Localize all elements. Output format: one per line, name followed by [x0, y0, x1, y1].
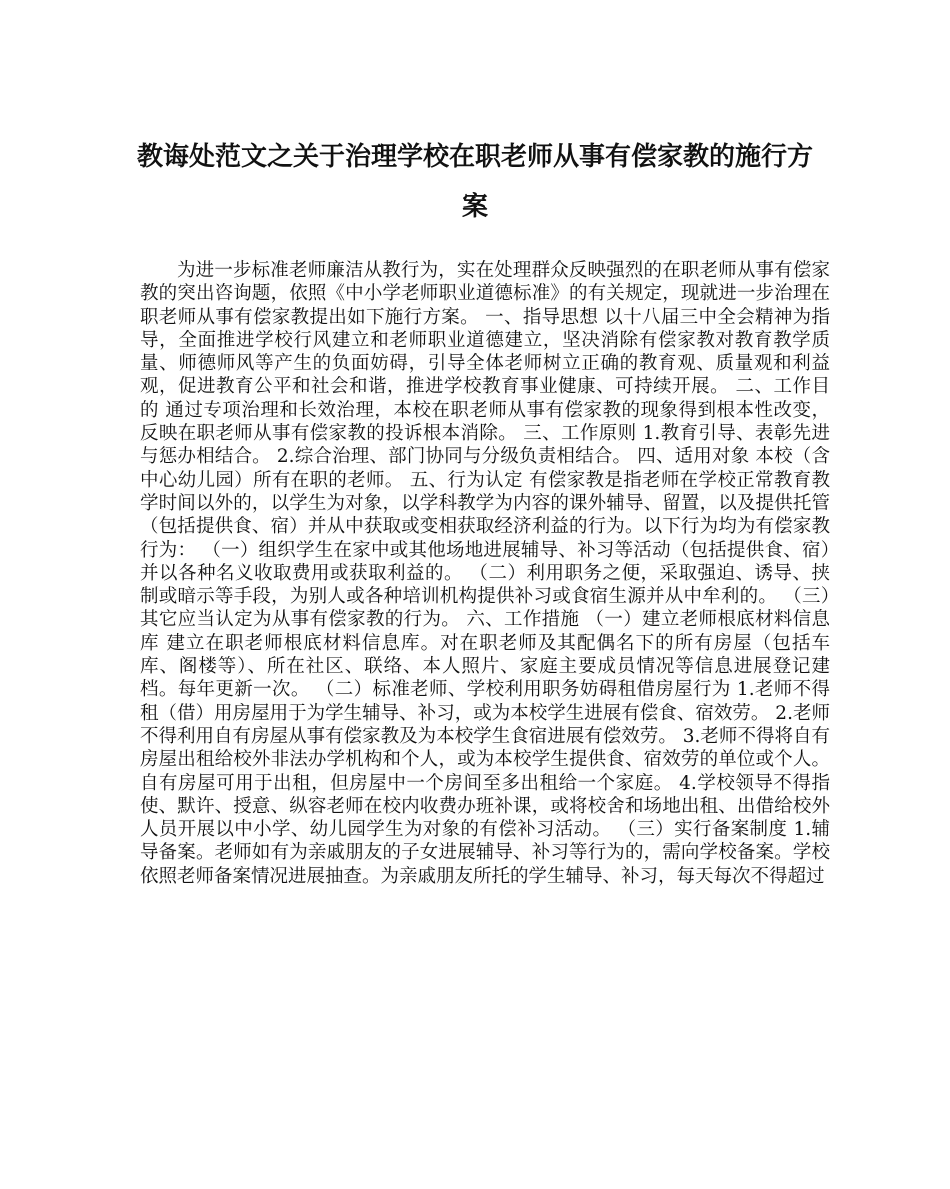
document-title: 教诲处范文之关于治理学校在职老师从事有偿家教的施行方案: [136, 142, 813, 222]
document-body: 为进一步标准老师廉洁从教行为，实在处理群众反映强烈的在职老师从事有偿家教的突出咨询题，依照《中小学老师职业道德标准》的有关规定，现就进一步治理在职老师从事有偿家教提出如下施行方案。 一、指导思想 以十八届三中全会精神为指导，全面推进学校行风建立和老师职业道德建立，坚决消除有偿家教对教育教学质量、师德师风等产生的负面妨碍，引导全体老师树立正确的教育观、质量观和利益观，促进教育公平和社会和谐，推进学校教育事业健康、可持续开展。 二、工作目的 通过专项治理和长效治理，本校在职老师从事有偿家教的现象得到根本性改变，反映在职老师从事有偿家教的投诉根本消除。 三、工作原则 1.教育引导、表彰先进与惩办相结合。 2.综合治理、部门协同与分级负责相结合。 四、适用对象 本校（含中心幼儿园）所有在职的老师。 五、行为认定 有偿家教是指老师在学校正常教育教学时间以外的，以学生为对象，以学科教学为内容的课外辅导、留置，以及提供托管（包括提供食、宿）并从中获取或变相获取经济利益的行为。以下行为均为有偿家教行为： （一）组织学生在家中或其他场地进展辅导、补习等活动（包括提供食、宿）并以各种名义收取费用或获取利益的。 （二）利用职务之便，采取强迫、诱导、挟制或暗示等手段，为别人或各种培训机构提供补习或食宿生源并从中牟利的。 （三）其它应当认定为从事有偿家教的行为。 六、工作措施 （一）建立老师根底材料信息库 建立在职老师根底材料信息库。对在职老师及其配偶名下的所有房屋（包括车库、阁楼等）、所在社区、联络、本人照片、家庭主要成员情况等信息进展登记建档。每年更新一次。 （二）标准老师、学校利用职务妨碍租借房屋行为 1.老师不得租（借）用房屋用于为学生辅导、补习，或为本校学生进展有偿食、宿效劳。 2.老师不得利用自有房屋从事有偿家教及为本校学生食宿进展有偿效劳。 3.老师不得将自有房屋出租给校外非法办学机构和个人，或为本校学生提供食、宿效劳的单位或个人。自有房屋可用于出租，但房屋中一个房间至多出租给一个家庭。 4.学校领导不得指使、默许、授意、纵容老师在校内收费办班补课，或将校舍和场地出租、出借给校外人员开展以中小学、幼儿园学生为对象的有偿补习活动。 （三）实行备案制度 1.辅导备案。老师如有为亲戚朋友的子女进展辅导、补习等行为的，需向学校备案。学校依照老师备案情况进展抽查。为亲戚朋友所托的学生辅导、补习，每天每次不得超过: [140, 260, 830, 887]
